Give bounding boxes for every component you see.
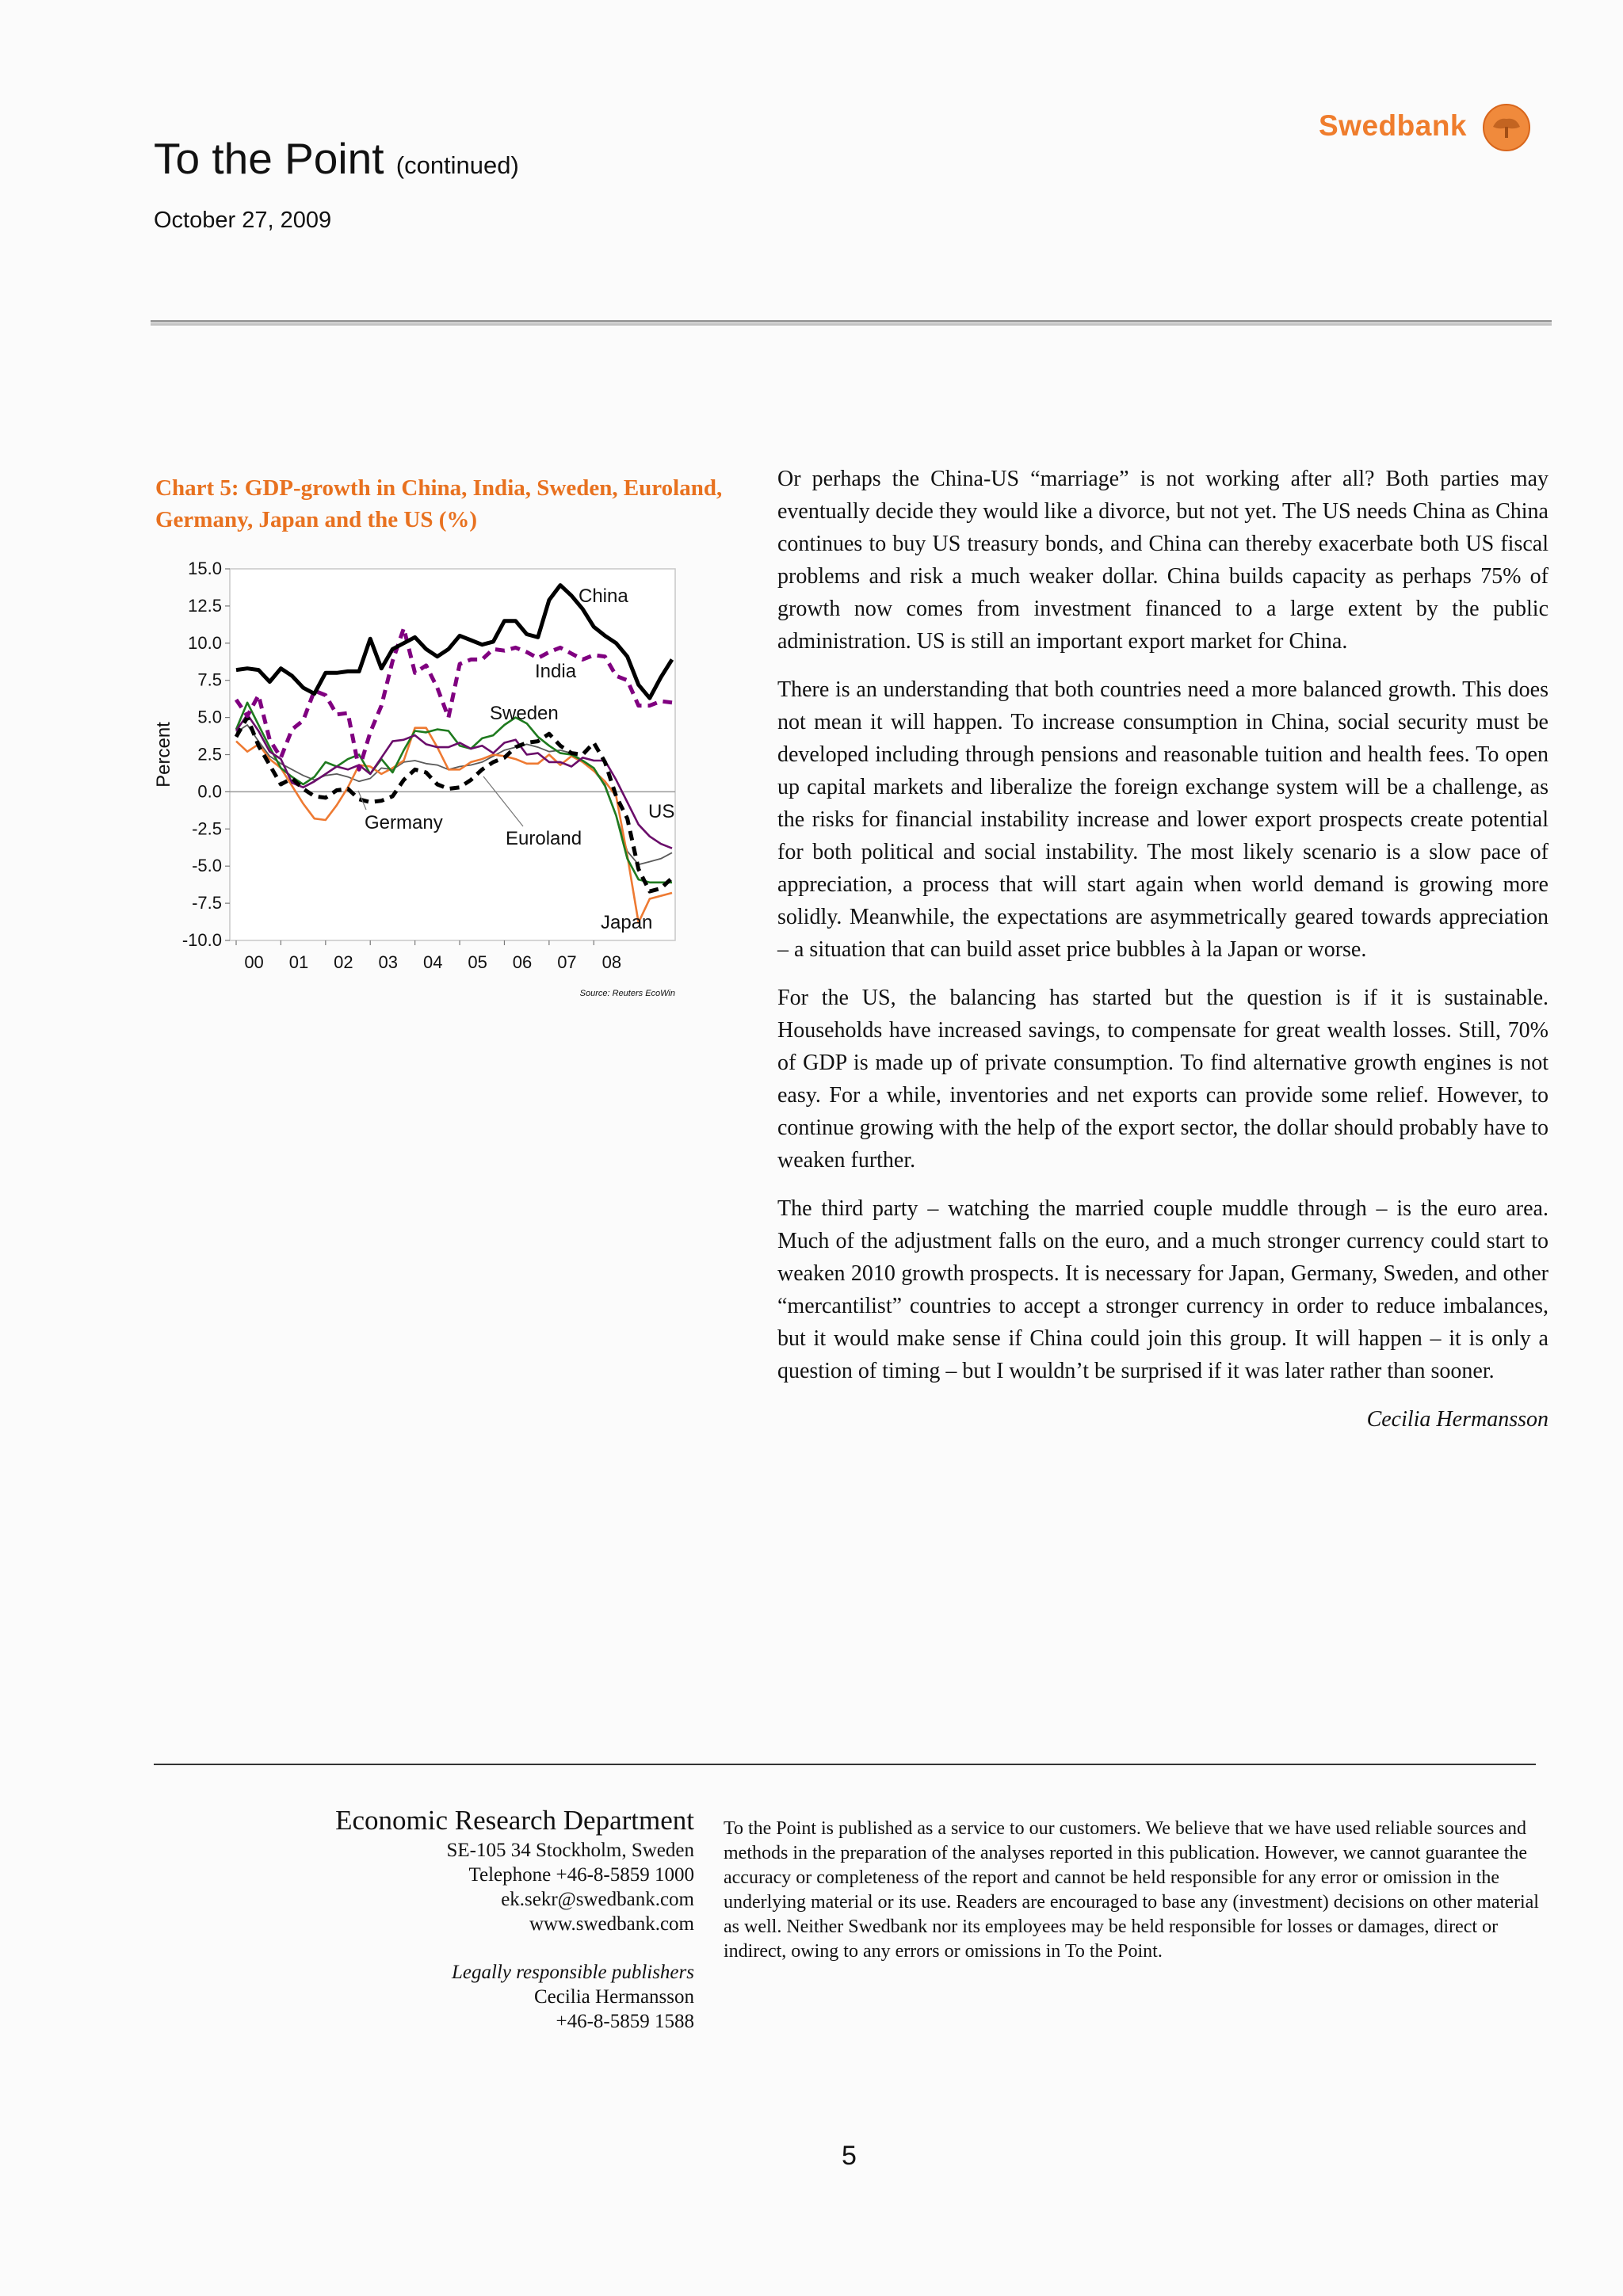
x-tick-label: 03 (378, 952, 399, 972)
y-tick-label: 5.0 (197, 707, 222, 727)
footer-divider (154, 1764, 1536, 1765)
publisher-name: Cecilia Hermansson (533, 1986, 694, 2008)
article-paragraph: There is an understanding that both countries need a more balanced growth. This does not mean it will happen. To increase consumption in China, social security must be developed including through pensions and reasonable tuition and health fees. To open up capital markets and liberalize the foreign exchange system will be a challenge, as the risks for financial instability increase and lower export prospects create potential for both political and social instability. The most likely scenario is a slow pace of appreciation, a process that will start again when world demand is growing more solidly. Meanwhile, the expectations are asymmetrically geared towards appreciation – a situation that can build asset price bubbles à la Japan or worse. (777, 677, 1549, 962)
series-label-china: China (579, 585, 628, 607)
telephone: Telephone +46-8-5859 1000 (468, 1864, 694, 1886)
series-label-japan: Japan (601, 912, 653, 933)
gdp-growth-chart (151, 555, 689, 1014)
series-label-euroland: Euroland (506, 828, 582, 849)
x-tick-label: 05 (468, 952, 487, 972)
header-divider (151, 320, 1552, 326)
y-tick-label: 2.5 (197, 744, 222, 765)
department-name: Economic Research Department (335, 1805, 694, 1836)
oak-tree-icon (1482, 103, 1531, 152)
y-tick-label: 0.0 (197, 781, 222, 802)
disclaimer: To the Point is published as a service to our customers. We believe that we have used reliable sources and methods in the preparation of the analyses reported in this publication. However, we cannot guarantee the accuracy or completeness of the report and cannot be held responsible for any error or omission in the underlying material or its use. Readers are encouraged to base any (investment) decisions on other material as well. Neither Swedbank nor its employees may be held responsible for losses or damages, direct or indirect, owing to any errors or omissions in To the Point. (724, 1818, 1539, 1962)
series-label-sweden: Sweden (490, 703, 559, 724)
chart-source: Source: Reuters EcoWin (579, 989, 675, 998)
x-tick-label: 06 (512, 952, 533, 972)
y-tick-label: -5.0 (192, 856, 222, 876)
logo-text: Swedbank (1319, 109, 1467, 142)
x-tick-label: 02 (334, 952, 353, 972)
article-paragraph: For the US, the balancing has started but the question is if it is sustainable. Households have increased savings, to compensate for great wealth losses. Still, 70% of GDP is made up of private consumption. To find alternative growth engines is not easy. For a while, inventories and net exports can provide some relief. However, to continue growing with the help of the export sector, the dollar should probably have to weaken further. (777, 986, 1549, 1173)
series-label-us: US (648, 801, 675, 822)
website: www.swedbank.com (529, 1913, 694, 1935)
publisher-phone: +46-8-5859 1588 (556, 2011, 694, 2032)
title-text: To the Point (154, 134, 384, 183)
document-date: October 27, 2009 (154, 208, 332, 233)
x-tick-label: 04 (422, 952, 443, 972)
series-label-germany: Germany (365, 812, 443, 833)
y-tick-label: 15.0 (188, 559, 222, 578)
title-suffix: (continued) (395, 151, 519, 179)
page-number: 5 (842, 2141, 857, 2171)
y-tick-label: 7.5 (197, 669, 222, 690)
contact-block (238, 1803, 694, 2034)
y-tick-label: -2.5 (192, 818, 222, 839)
series-label-india: India (535, 661, 577, 682)
y-tick-label: -7.5 (192, 893, 222, 913)
y-tick-label: -10.0 (181, 930, 222, 950)
email: ek.sekr@swedbank.com (501, 1889, 694, 1910)
document-title (154, 133, 519, 184)
x-tick-label: 08 (601, 952, 622, 972)
author-signature: Cecilia Hermansson (1366, 1407, 1549, 1432)
article-body (777, 463, 1549, 1451)
address: SE-105 34 Stockholm, Sweden (446, 1840, 694, 1861)
y-tick-label: 12.5 (188, 595, 222, 616)
swedbank-logo (1319, 101, 1533, 152)
y-tick-label: 10.0 (188, 632, 222, 653)
article-paragraph: Or perhaps the China-US “marriage” is not working after all? Both parties may eventually decide they would like a divorce, but not yet. The US needs China as China continues to buy US treasury bonds, and China can thereby exacerbate both US fiscal problems and risk a much weaker dollar. China builds capacity as perhaps 75% of growth now comes from investment financed to a large extent by the public administration. US is still an important export market for China. (777, 467, 1549, 654)
chart-caption: Chart 5: GDP-growth in China, India, Sweden, Euroland, Germany, Japan and the US (%) (155, 475, 723, 532)
article-paragraph: The third party – watching the married couple muddle through – is the euro area. Much of the adjustment falls on the euro, and a much stronger currency could start to weaken 2010 growth prospects. It is necessary for Japan, Germany, Sweden, and other “mercantilist” countries to accept a stronger currency in order to reduce imbalances, but it would make sense if China could join this group. It will happen – it is only a question of timing – but I wouldn’t be surprised if it was later rather than sooner. (777, 1196, 1549, 1383)
x-tick-label: 07 (557, 952, 577, 972)
x-tick-label: 01 (288, 952, 309, 972)
y-axis-label: Percent (153, 722, 174, 788)
plot-area (230, 569, 675, 940)
publishers-label: Legally responsible publishers (451, 1962, 694, 1983)
x-tick-label: 00 (244, 952, 264, 972)
